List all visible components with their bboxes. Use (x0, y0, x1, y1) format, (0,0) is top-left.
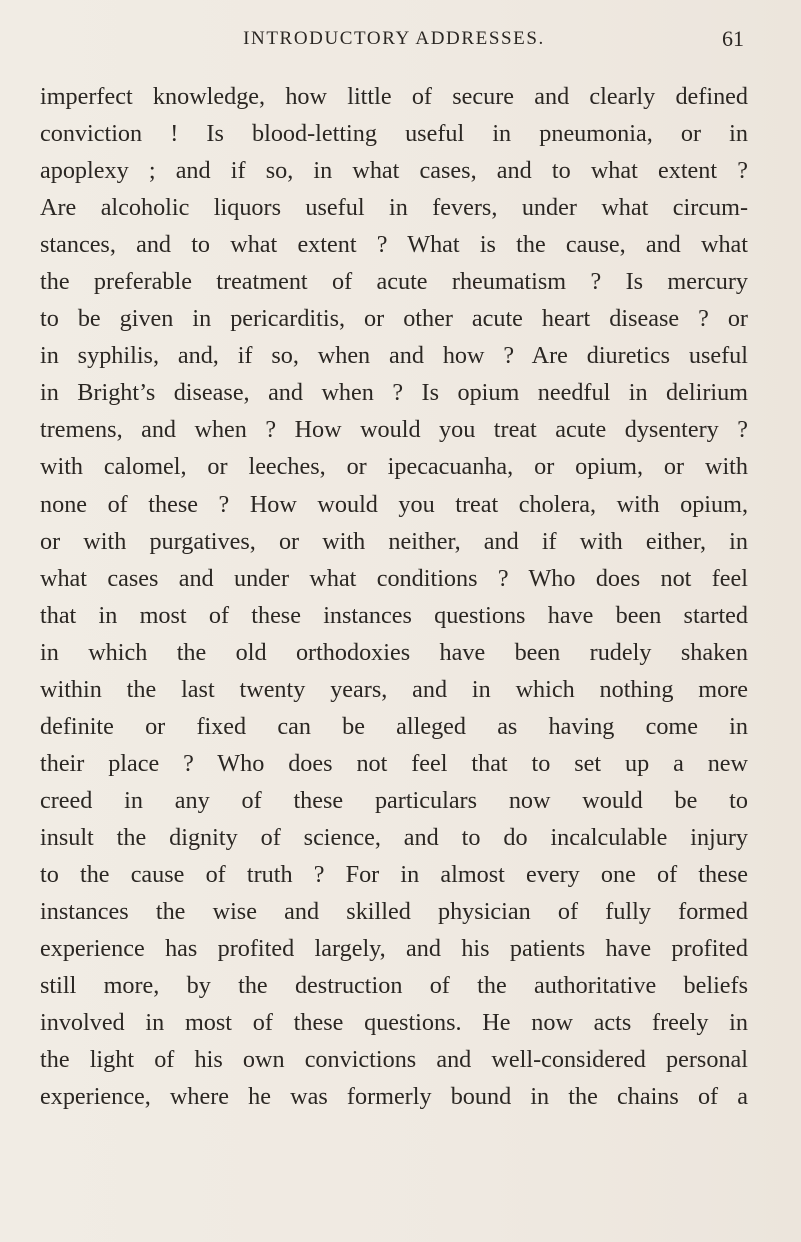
text-line: the light of his own convictions and well-considered personal (40, 1046, 748, 1074)
text-line: that in most of these instances questions have been started (40, 601, 748, 629)
text-line: none of these ? How would you treat cholera, with opium, (40, 490, 748, 518)
text-line: still more, by the destruction of the authoritative beliefs (40, 972, 748, 1000)
text-line: instances the wise and skilled physician of fully formed (40, 898, 748, 926)
text-line: with calomel, or leeches, or ipecacuanha, or opium, or with (40, 453, 748, 481)
text-line: stances, and to what extent ? What is the cause, and what (40, 231, 748, 259)
text-line: to the cause of truth ? For in almost every one of these (40, 860, 748, 888)
text-line: or with purgatives, or with neither, and if with either, in (40, 527, 748, 555)
running-title: INTRODUCTORY ADDRESSES. (243, 28, 545, 49)
text-line: apoplexy ; and if so, in what cases, and to what extent ? (40, 157, 748, 185)
text-line: insult the dignity of science, and to do incalculable injury (40, 823, 748, 851)
text-line: imperfect knowledge, how little of secure and clearly defined (40, 83, 748, 110)
page-number: 61 (722, 26, 744, 51)
body-text (40, 78, 748, 1115)
text-line: experience has profited largely, and his patients have profited (40, 935, 748, 963)
text-line: to be given in pericarditis, or other acute heart disease ? or (40, 305, 748, 333)
text-line: definite or fixed can be alleged as having come in (40, 712, 748, 740)
text-line: tremens, and when ? How would you treat acute dysentery ? (40, 416, 748, 444)
text-line: involved in most of these questions. He now acts freely in (40, 1009, 748, 1037)
text-line: their place ? Who does not feel that to set up a new (40, 749, 748, 777)
text-line: in syphilis, and, if so, when and how ? Are diuretics useful (40, 342, 748, 370)
text-line: creed in any of these particulars now would be to (40, 786, 748, 814)
text-line: what cases and under what conditions ? Who does not feel (40, 564, 748, 592)
text-line: in which the old orthodoxies have been rudely shaken (40, 638, 748, 666)
text-line: within the last twenty years, and in which nothing more (40, 675, 748, 703)
running-head (40, 26, 748, 52)
text-line: conviction ! Is blood-letting useful in pneumonia, or in (40, 120, 748, 148)
text-line: in Bright’s disease, and when ? Is opium needful in delirium (40, 379, 748, 407)
text-line: the preferable treatment of acute rheumatism ? Is mercury (40, 268, 748, 296)
text-line: Are alcoholic liquors useful in fevers, under what circum- (40, 194, 748, 222)
text-line: experience, where he was formerly bound in the chains of a (40, 1083, 748, 1111)
